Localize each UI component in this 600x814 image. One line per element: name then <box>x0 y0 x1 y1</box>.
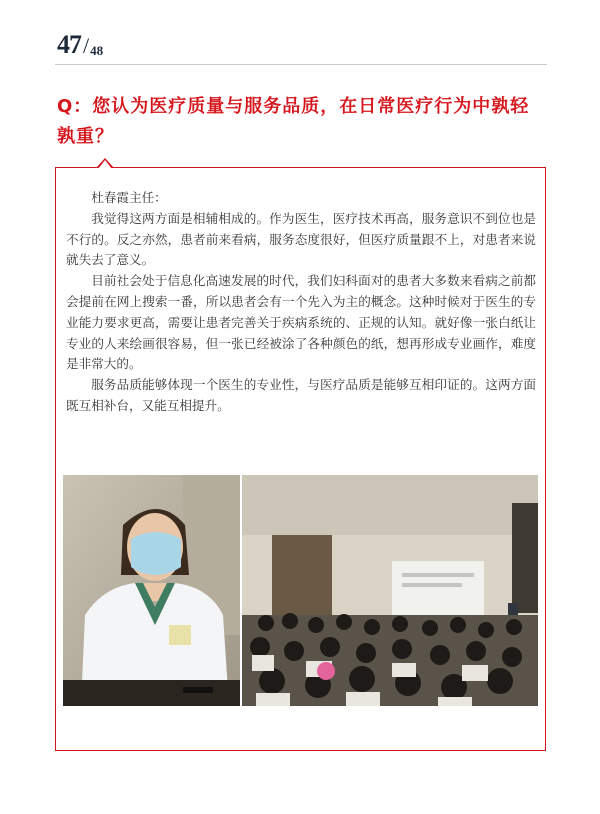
photo-row <box>63 475 538 706</box>
speaker-line: 杜春霞主任： <box>91 190 167 205</box>
doctor-speaking-photo <box>63 475 240 706</box>
answer-paragraph: 目前社会处于信息化高速发展的时代，我们妇科面对的患者大多数来看病之前都会提前在网上搜索一番，所以患者会有一个先入为主的概念。这种时候对于医生的专业能力要求更高，需要让患者完善关于疾病系统的、正规的认知。就好像一张白纸让专业的人来绘画很容易，但一张已经被涂了各种颜色的纸，想再形成专业画作，难度是非常大的。 <box>66 273 536 372</box>
page-number <box>57 30 103 60</box>
header-divider <box>55 64 547 65</box>
page-number-slash: / <box>83 33 90 58</box>
total-pages-number: 48 <box>90 43 104 58</box>
question-heading: Q：您认为医疗质量与服务品质，在日常医疗行为中孰轻孰重？ <box>57 96 530 147</box>
current-page-number: 47 <box>57 30 81 59</box>
answer-paragraph: 服务品质能够体现一个医生的专业性，与医疗品质是能够互相印证的。这两方面既互相补台，又能互相提升。 <box>66 377 536 413</box>
answer-paragraph: 我觉得这两方面是相辅相成的。作为医生，医疗技术再高，服务意识不到位也是不行的。反之亦然，患者前来看病，服务态度很好，但医疗质量跟不上，对患者来说就失去了意义。 <box>66 210 536 268</box>
answer-text <box>66 188 536 417</box>
lecture-audience-photo <box>242 475 538 706</box>
speech-notch-fill <box>98 160 112 169</box>
